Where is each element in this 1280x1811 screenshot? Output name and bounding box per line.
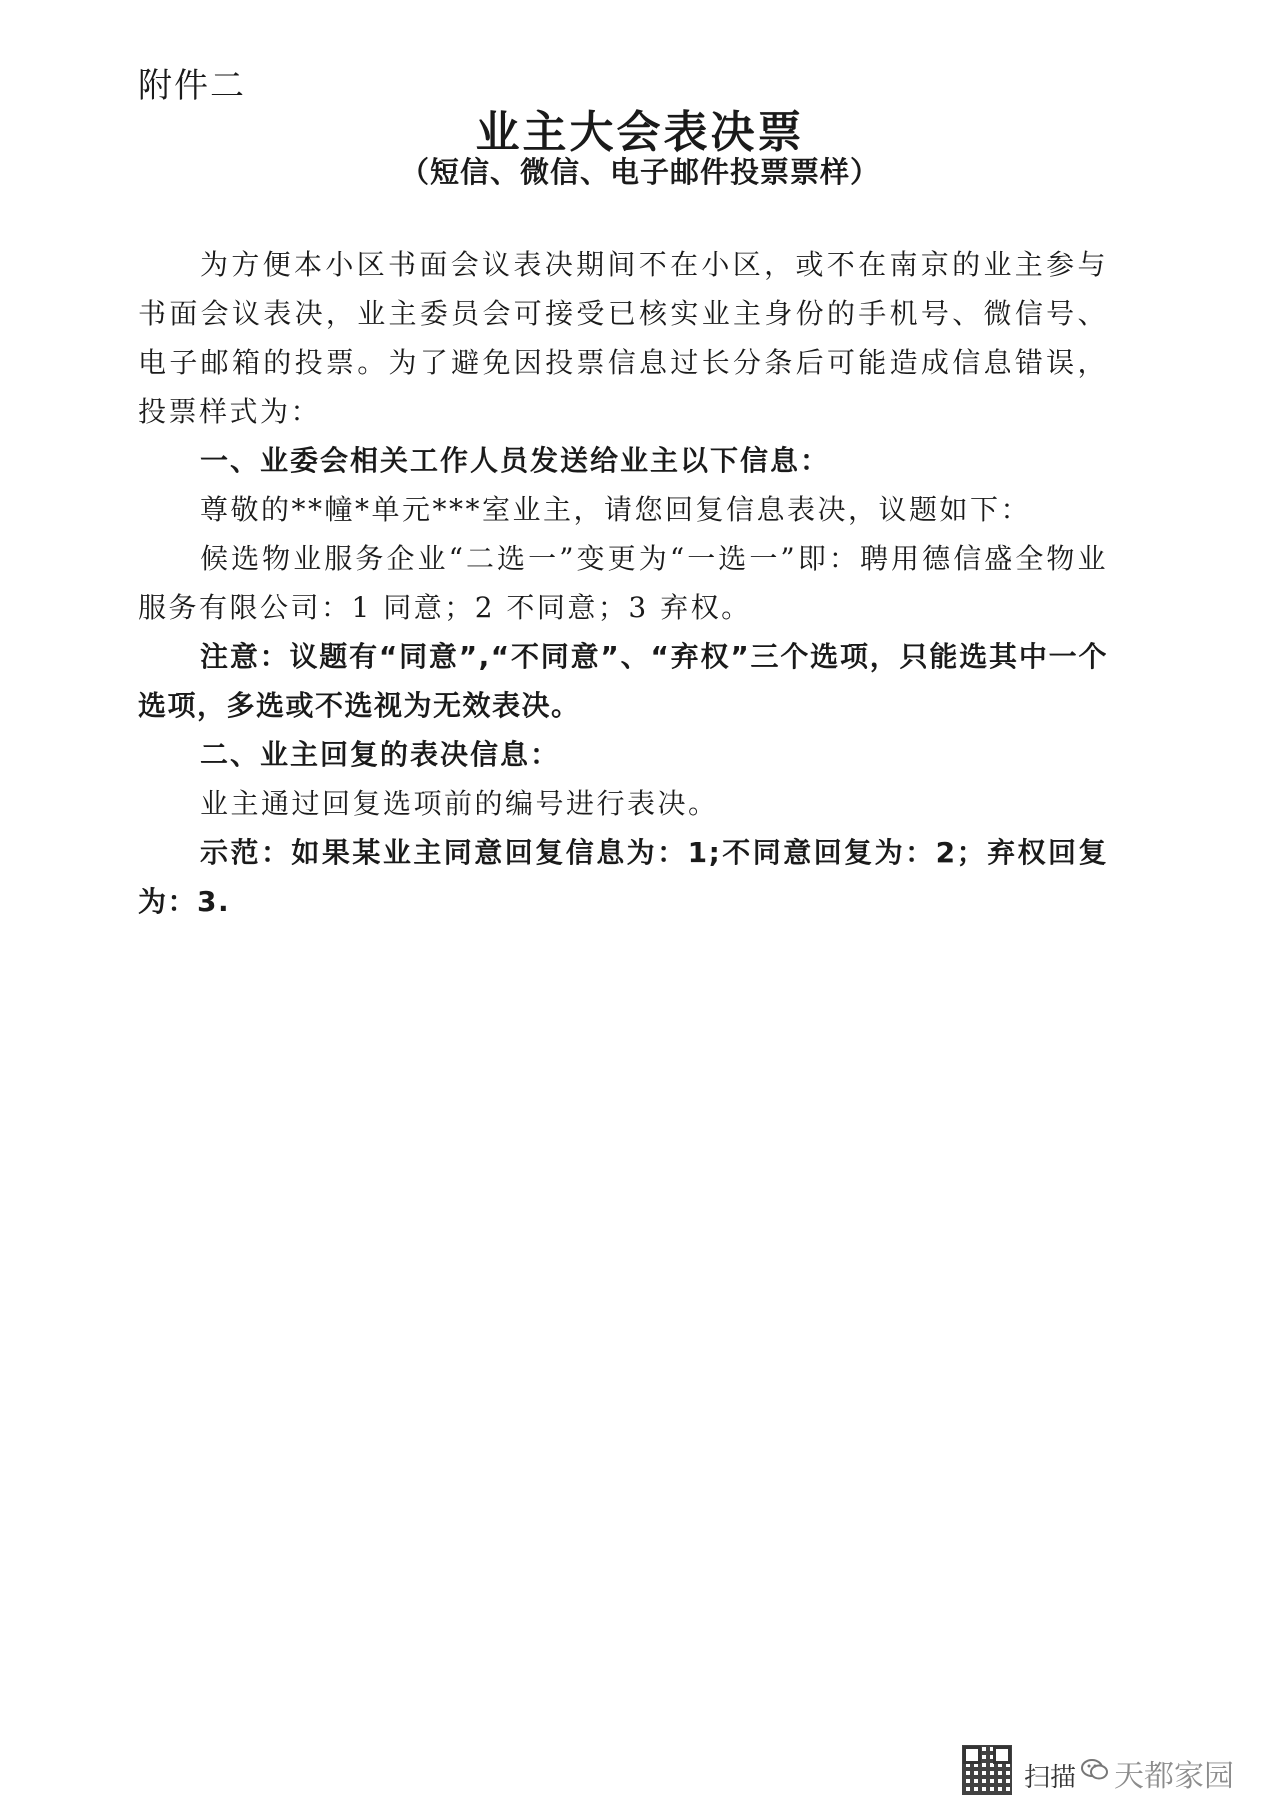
section-one-heading: 一、业委会相关工作人员发送给业主以下信息： — [200, 444, 831, 477]
document-subtitle: （短信、微信、电子邮件投票票样） — [399, 155, 880, 189]
intro-paragraph: 为方便本小区书面会议表决期间不在小区，或不在南京的业主参与书面会议表决，业主委员会可接受已核实业主身份的手机号、微信号、电子邮箱的投票。为了避免因投票信息过长分条后可能造成信息错误，投票样式为： — [138, 248, 1108, 428]
document-title: 业主大会表决票 — [475, 107, 805, 158]
qr-code-icon — [962, 1745, 1012, 1795]
notice-paragraph: 注意：议题有“同意”,“不同意”、“弃权”三个选项，只能选其中一个选项，多选或不选视为无效表决。 — [138, 640, 1108, 722]
footer-watermark — [962, 1745, 1262, 1797]
motion-paragraph: 候选物业服务企业“二选一”变更为“一选一”即：聘用德信盛全物业服务有限公司：1 同意；2 不同意；3 弃权。 — [138, 542, 1108, 624]
reply-instruction-paragraph: 业主通过回复选项前的编号进行表决。 — [200, 787, 719, 820]
section-two-heading: 二、业主回复的表决信息： — [200, 738, 561, 771]
document-body — [138, 240, 1108, 926]
watermark-text: 天都家园 — [1114, 1759, 1234, 1794]
scan-label: 扫描 — [1024, 1763, 1077, 1793]
greeting-paragraph: 尊敬的**幢*单元***室业主，请您回复信息表决，议题如下： — [200, 493, 1032, 526]
wechat-icon — [1080, 1755, 1110, 1785]
attachment-label: 附件二 — [138, 66, 246, 106]
example-paragraph: 示范：如果某业主同意回复信息为：1;不同意回复为：2；弃权回复为：3. — [138, 836, 1108, 918]
